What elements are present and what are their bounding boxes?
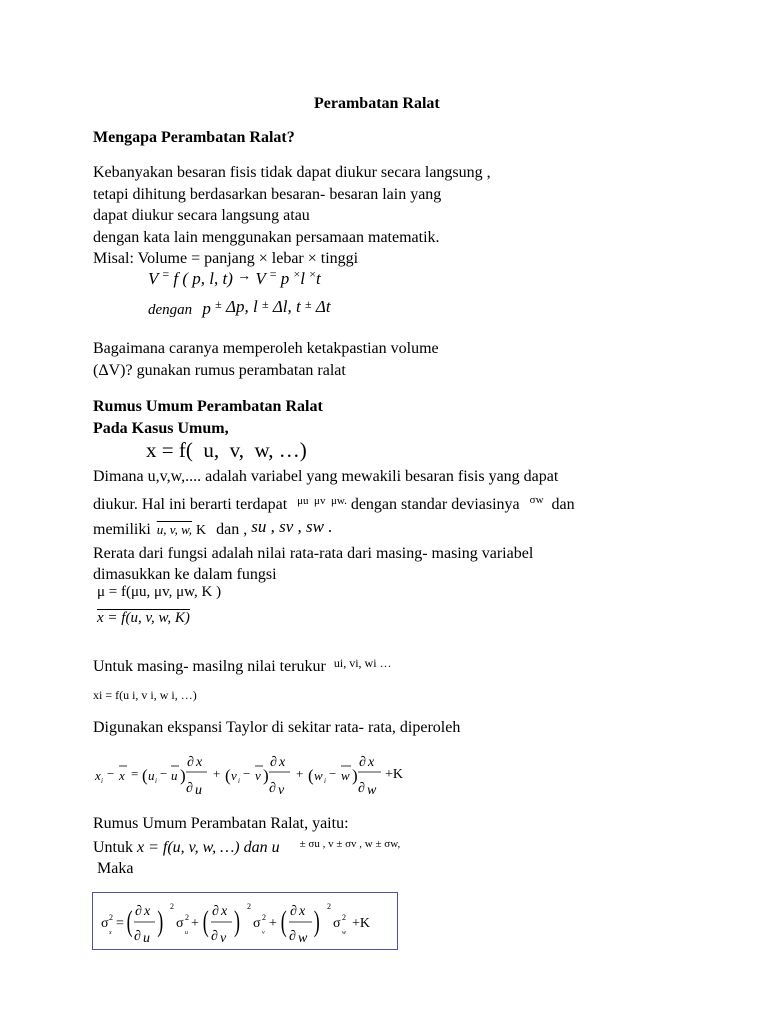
svg-text:+: + <box>213 766 221 781</box>
formula-v: V <box>148 269 159 288</box>
svg-text:(: ( <box>142 766 148 785</box>
svg-text:u: u <box>143 931 150 946</box>
formula-t: t <box>316 269 321 288</box>
svg-text:=: = <box>116 916 124 931</box>
svg-text:(: ( <box>225 766 231 785</box>
svg-text:): ) <box>180 766 186 785</box>
taylor-plus-k: +K <box>385 767 404 782</box>
svg-text:∂: ∂ <box>269 781 276 796</box>
svg-text:∂: ∂ <box>134 929 141 944</box>
svg-text:−: − <box>107 766 115 781</box>
mean-bars: u, v, w, <box>156 522 193 537</box>
svg-text:2: 2 <box>170 902 174 911</box>
uvw-i: ui, vi, wi … <box>333 656 392 670</box>
stdev-text: dengan standar deviasinya <box>350 496 520 513</box>
final-formula-box <box>92 892 398 950</box>
f2-dp: Δp, l <box>226 297 258 316</box>
s-values: su , sv , sw . <box>251 517 333 536</box>
svg-text:x: x <box>279 755 286 770</box>
maka-text: Maka <box>97 860 134 877</box>
page-title: Perambatan Ralat <box>314 95 440 112</box>
svg-text:x: x <box>95 768 101 783</box>
svg-text:): ) <box>263 766 269 785</box>
svg-text:2: 2 <box>109 913 113 922</box>
f2-p: p <box>202 299 211 318</box>
svg-text:v: v <box>262 930 265 936</box>
diukur-line <box>93 494 575 514</box>
f2-pm3: ± <box>305 297 312 311</box>
rerata-paragraph <box>93 543 533 585</box>
svg-text:∂: ∂ <box>270 755 277 770</box>
arrow-icon: → <box>237 269 252 284</box>
svg-text:∂: ∂ <box>186 781 193 796</box>
svg-text:x: x <box>221 904 228 919</box>
mu-formula: μ = f(μu, μv, μw, K ) <box>97 584 222 600</box>
taylor-line: Digunakan ekspansi Taylor di sekitar rata- rata, diperoleh <box>93 719 461 736</box>
dimana-line: Dimana u,v,w,.... adalah variabel yang mewakili besaran fisis yang dapat <box>93 468 559 485</box>
svg-text:∂: ∂ <box>358 781 365 796</box>
untuk-masing-text: Untuk masing- masilng nilai terukur <box>93 658 326 675</box>
svg-text:+: + <box>269 916 277 931</box>
svg-text:∂: ∂ <box>212 904 219 919</box>
svg-text:v: v <box>231 768 237 783</box>
svg-text:2: 2 <box>327 902 331 911</box>
formula-func: f ( p, l, t) <box>173 269 233 288</box>
svg-text:σ: σ <box>176 916 184 931</box>
memiliki-text: memiliki <box>93 521 151 538</box>
svg-text:(: ( <box>308 766 314 785</box>
memiliki-line <box>93 517 333 539</box>
svg-text:x: x <box>119 768 125 783</box>
svg-text:x: x <box>368 755 375 770</box>
svg-text:i: i <box>155 777 157 785</box>
heading-general-formula: Rumus Umum Perambatan Ralat <box>93 398 323 415</box>
svg-text:∂: ∂ <box>359 755 366 770</box>
dengan-word: dengan <box>148 302 193 318</box>
svg-text:i: i <box>324 777 326 785</box>
heading-general-case: Pada Kasus Umum, <box>93 419 229 437</box>
f2-pm2: ± <box>261 297 269 311</box>
svg-text:σ: σ <box>101 916 109 931</box>
final-formula <box>93 893 397 949</box>
svg-text:): ) <box>157 905 164 939</box>
formula-p: p <box>280 269 290 288</box>
intro-line-1: Kebanyakan besaran fisis tidak dapat diukur secara langsung , <box>93 164 491 181</box>
diukur-text: diukur. Hal ini berarti terdapat <box>93 496 288 513</box>
svg-text:w: w <box>298 931 308 946</box>
svg-text:u: u <box>148 768 155 783</box>
intro-paragraph <box>93 162 491 270</box>
dan-text-2: dan , <box>216 521 248 538</box>
uncertainty-formula <box>148 297 331 319</box>
svg-text:x: x <box>299 904 306 919</box>
svg-text:v: v <box>220 931 227 946</box>
svg-text:∂: ∂ <box>289 929 296 944</box>
svg-text:σ: σ <box>253 916 261 931</box>
K-symbol-1: K <box>196 523 207 538</box>
f2-dl: Δl, t <box>272 297 301 316</box>
untuk-formula: x = f(u, v, w, …) dan u <box>137 839 280 856</box>
svg-text:x: x <box>196 755 203 770</box>
svg-text:(: ( <box>280 905 287 939</box>
svg-text:): ) <box>313 905 320 939</box>
f2-pm1: ± <box>215 297 222 311</box>
svg-text:i: i <box>101 777 103 785</box>
untuk-x-line <box>93 838 400 857</box>
rerata-line-1: Rerata dari fungsi adalah nilai rata-rata dari masing- masing variabel <box>93 545 534 562</box>
svg-text:v: v <box>255 768 261 783</box>
svg-text:2: 2 <box>342 913 346 922</box>
formula-eq: = <box>162 267 170 281</box>
svg-text:w: w <box>341 768 350 783</box>
svg-text:2: 2 <box>262 913 266 922</box>
pm-sigma-terms: ± σu , v ± σv , w ± σw, <box>299 838 401 850</box>
svg-text:u: u <box>171 768 178 783</box>
svg-text:+: + <box>191 916 199 931</box>
xbar-formula: x = f(u, v, w, K) <box>97 610 190 626</box>
section-heading-why: Mengapa Perambatan Ralat? <box>93 129 295 146</box>
intro-line-2: tetapi dihitung berdasarkan besaran- besaran lain yang <box>93 185 442 203</box>
svg-text:w: w <box>342 930 347 936</box>
xi-formula: xi = f(u i, v i, w i, …) <box>93 688 197 702</box>
mu-values: μu μv μw. <box>297 495 347 507</box>
untuk-text: Untuk <box>93 839 133 856</box>
question-line-1: Bagaimana caranya memperoleh ketakpastian volume <box>93 340 439 357</box>
svg-text:∂: ∂ <box>187 755 194 770</box>
svg-text:(: ( <box>126 905 133 939</box>
intro-line-5: Misal: Volume = panjang × lebar × tinggi <box>93 250 359 267</box>
svg-text:i: i <box>238 777 240 785</box>
rerata-line-2: dimasukkan ke dalam fungsi <box>93 566 277 583</box>
sigma-w: σw <box>529 494 544 506</box>
svg-text:v: v <box>278 783 285 798</box>
intro-line-3: dapat diukur secara langsung atau <box>93 207 310 224</box>
question-paragraph <box>93 338 439 381</box>
formula-times2: × <box>309 267 317 281</box>
untuk-masing-line <box>93 656 392 676</box>
svg-text:−: − <box>160 766 168 781</box>
svg-text:+: + <box>296 766 304 781</box>
dan-text: dan <box>551 496 575 513</box>
volume-formula <box>148 267 321 289</box>
svg-text:(: ( <box>202 905 209 939</box>
taylor-formula <box>93 748 453 800</box>
svg-text:x: x <box>144 904 151 919</box>
svg-text:): ) <box>352 766 358 785</box>
svg-text:−: − <box>243 766 251 781</box>
svg-text:2: 2 <box>247 902 251 911</box>
question-line-2: (ΔV)? gunakan rumus perambatan ralat <box>93 361 346 379</box>
svg-text:∂: ∂ <box>211 929 218 944</box>
f2-dt: Δt <box>315 297 331 316</box>
svg-text:σ: σ <box>333 916 341 931</box>
svg-text:∂: ∂ <box>290 904 297 919</box>
intro-line-4: dengan kata lain menggunakan persamaan matematik. <box>93 228 440 246</box>
general-function-formula: x = f( u, v, w, …) <box>146 438 307 462</box>
formula-l: l <box>300 269 305 288</box>
svg-text:u: u <box>195 783 202 798</box>
svg-text:w: w <box>367 783 377 798</box>
svg-text:): ) <box>234 905 240 939</box>
final-plus-k: +K <box>352 916 371 931</box>
formula-times1: × <box>293 267 301 281</box>
svg-text:=: = <box>131 766 139 781</box>
svg-text:2: 2 <box>185 913 189 922</box>
svg-text:w: w <box>314 768 323 783</box>
svg-text:u: u <box>185 930 188 936</box>
svg-text:∂: ∂ <box>135 904 142 919</box>
svg-text:−: − <box>329 766 337 781</box>
formula-v2: V <box>255 269 266 288</box>
rumus-yaitu-line: Rumus Umum Perambatan Ralat, yaitu: <box>93 815 349 832</box>
formula-eq2: = <box>269 267 277 281</box>
svg-text:x: x <box>109 930 112 936</box>
section-heading-general <box>93 396 323 439</box>
